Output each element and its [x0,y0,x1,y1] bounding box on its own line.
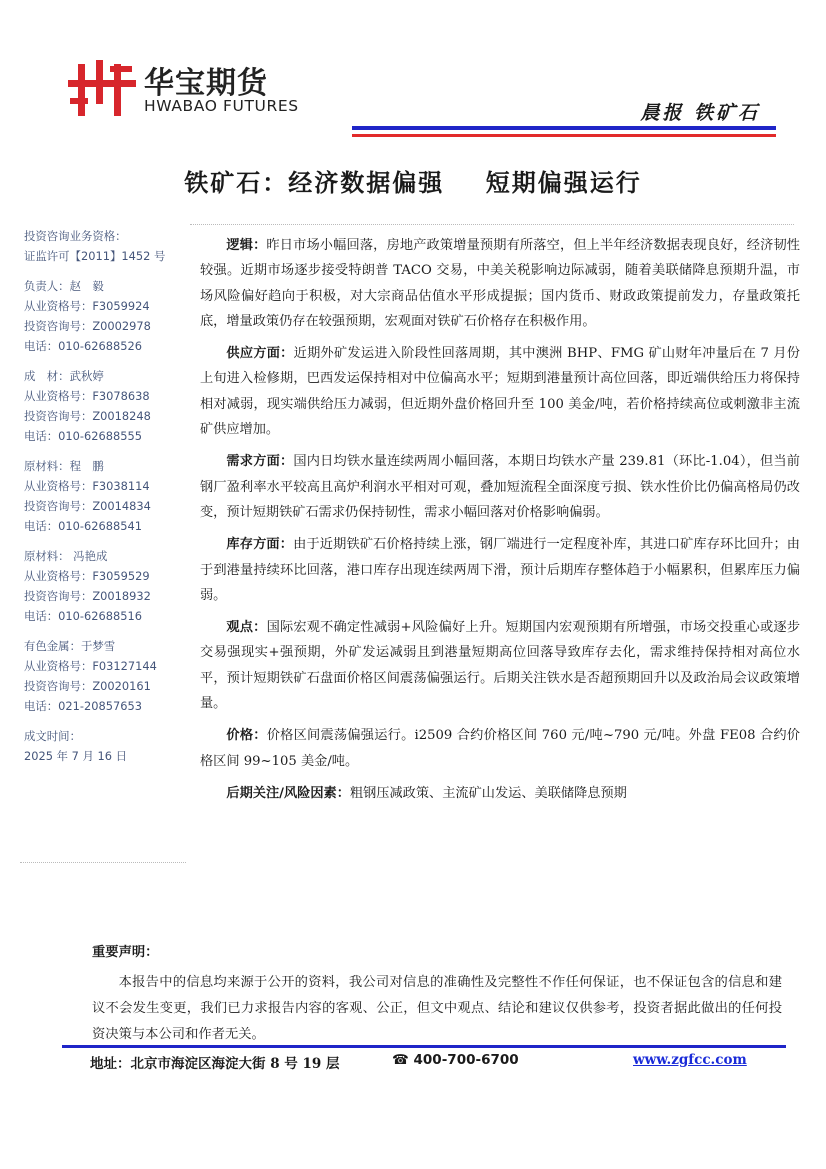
paragraph-text: 粗钢压减政策、主流矿山发运、美联储降息预期 [349,785,627,801]
analyst-phone: 电话：021-20857653 [24,699,143,713]
analyst-phone: 电话：010-62688516 [24,609,143,623]
report-title: 铁矿石：经济数据偏强 短期偏强运行 [184,169,642,197]
paragraph-price [200,723,800,774]
paragraph-label: 价格： [226,728,267,744]
qualification-label: 投资咨询业务资格： [24,229,127,243]
analyst-role: 成 材：武秋婷 [24,369,104,383]
report-body [200,233,800,813]
paragraph-inventory [200,532,800,608]
footer-address: 地址：北京市海淀区海淀大街 8 号 19 层 [90,1056,340,1072]
paragraph-label: 需求方面： [226,454,294,470]
analyst-block [24,546,186,626]
analyst-block [24,366,186,446]
paragraph-label: 观点： [226,620,267,636]
paragraph-text: 昨日市场小幅回落，房地产政策增量预期有所落空，但上半年经济数据表现良好，经济韧性较强。近期市场逐步接受特朗普 TACO 交易，中美关税影响边际减弱，随着美联储降息预期升温，市场风险偏好趋向于积极，对大宗商品估值水平形成提振；国内货币、财政政策提前发力，存量政策托底，增量政策仍存在较强预期，宏观面对铁矿石价格存在积极作用。 [200,238,800,329]
analyst-role: 负责人：赵 毅 [24,279,104,293]
qualification-license: 证监许可【2011】1452 号 [24,249,166,263]
logo-english-name: HWABAO FUTURES [144,97,299,115]
analyst-consult-id: 投资咨询号：Z0002978 [24,319,151,333]
analyst-license: 从业资格号：F3038114 [24,479,150,493]
date-label: 成文时间： [24,729,81,743]
paragraph-label: 后期关注/风险因素： [226,785,350,801]
analyst-license: 从业资格号：F3059924 [24,299,150,313]
report-type-label: 晨报 铁矿石 [640,102,760,124]
paragraph-text: 国内日均铁水量连续两周小幅回落，本期日均铁水产量 239.81（环比-1.04），但当前钢厂盈利率水平较高且高炉利润水平相对可观，叠加短流程全面深度亏损、铁水性价比仍偏高格局仍改变，预计短期铁矿石需求仍保持韧性，需求小幅回落对价格影响偏弱。 [200,454,800,520]
paragraph-text: 由于近期铁矿石价格持续上涨，钢厂端进行一定程度补库，其进口矿库存环比回升；由于到港量持续环比回落，港口库存出现连续两周下滑，预计后期库存整体趋于小幅累积，但累库压力偏弱。 [200,537,800,603]
company-logo [68,58,318,120]
paragraph-demand [200,449,800,525]
analyst-sidebar [24,226,186,776]
analyst-phone: 电话：010-62688555 [24,429,143,443]
paragraph-risk [200,781,800,806]
logo-chinese-name: 华宝期货 [144,66,268,101]
paragraph-view [200,615,800,716]
disclaimer-title: 重要声明： [92,945,159,960]
header-rule-blue [352,126,776,130]
header-rule-red [352,134,776,137]
paragraph-text: 价格区间震荡偏强运行。i2509 合约价格区间 760 元/吨~790 元/吨。外盘 FE08 合约价格区间 99~105 美金/吨。 [200,728,800,769]
paragraph-label: 逻辑： [226,238,267,253]
analyst-consult-id: 投资咨询号：Z0020161 [24,679,151,693]
analyst-block [24,636,186,716]
analyst-license: 从业资格号：F3078638 [24,389,150,403]
date-value: 2025 年 7 月 16 日 [24,749,128,763]
disclaimer-text: 本报告中的信息均来源于公开的资料，我公司对信息的准确性及完整性不作任何保证，也不保证包含的信息和建议不会发生变更，我们已力求报告内容的客观、公正，但文中观点、结论和建议仅供参考，投资者据此做出的任何投资决策与本公司和作者无关。 [92,975,782,1042]
paragraph-text: 近期外矿发运进入阶段性回落周期，其中澳洲 BHP、FMG 矿山财年冲量后在 7 月份上旬进入检修期，巴西发运保持相对中位偏高水平；短期到港量预计高位回落，即近端供给压力将保持相对减弱，现实端供给压力减弱，但近期外盘价格回升至 100 美金/吨，若价格持续高位或刺激非主流矿供应增加。 [200,346,800,438]
analyst-block [24,456,186,536]
paragraph-supply [200,341,800,442]
disclaimer [92,940,782,1048]
analyst-consult-id: 投资咨询号：Z0018248 [24,409,151,423]
paragraph-logic [200,233,800,334]
hwabao-logo-mark-icon [68,58,136,118]
analyst-consult-id: 投资咨询号：Z0014834 [24,499,151,513]
analyst-role: 原材料：程 鹏 [24,459,104,473]
qualification-block [24,226,186,266]
footer-website-link[interactable]: www.zgfcc.com [633,1052,747,1068]
analyst-role: 原材料： 冯艳成 [24,549,108,563]
paragraph-label: 库存方面： [226,537,294,553]
analyst-block [24,276,186,356]
analyst-phone: 电话：010-62688526 [24,339,143,353]
analyst-license: 从业资格号：F3059529 [24,569,150,583]
paragraph-text: 国际宏观不确定性减弱+风险偏好上升。短期国内宏观预期有所增强，市场交投重心或逐步交易强现实+强预期，外矿发运减弱且到港量短期高位回落导致库存去化，需求维持保持相对高位水平，预计短期铁矿石盘面价格区间震荡偏强运行。后期关注铁水是否超预期回升以及政治局会议政策增量。 [200,620,801,712]
footer-rule [62,1045,786,1048]
analyst-consult-id: 投资咨询号：Z0018932 [24,589,151,603]
analyst-license: 从业资格号：F03127144 [24,659,157,673]
date-block [24,726,186,766]
analyst-role: 有色金属：于梦雪 [24,639,116,653]
paragraph-label: 供应方面： [226,346,294,362]
sidebar-divider [20,862,186,863]
title-divider [190,224,794,225]
footer-phone: ☎ 400-700-6700 [392,1052,519,1068]
analyst-phone: 电话：010-62688541 [24,519,143,533]
